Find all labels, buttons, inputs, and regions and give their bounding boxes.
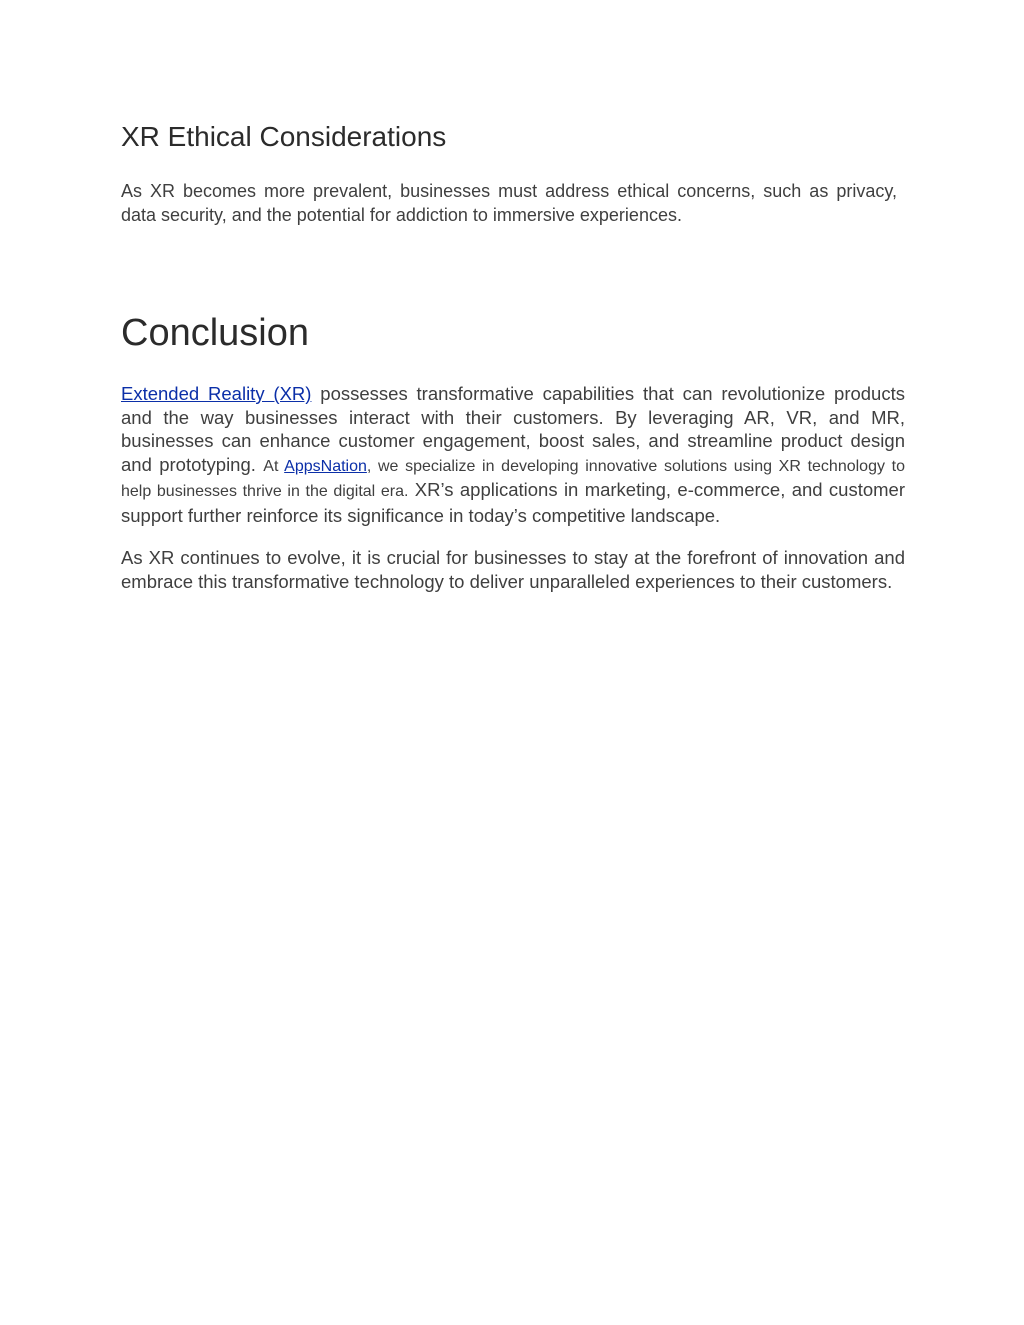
appsnation-link[interactable]: AppsNation bbox=[284, 457, 367, 475]
conclusion-text-1: possesses transformative capabilities that can revolutionize products and the way businesses interact with their customers. By leveraging AR, VR, and MR, businesses can enhance customer engagement, boost sales, and streamline product design and prototyping. bbox=[121, 383, 905, 475]
extended-reality-link[interactable]: Extended Reality (XR) bbox=[121, 383, 312, 404]
conclusion-paragraph bbox=[121, 382, 905, 527]
conclusion-heading: Conclusion bbox=[121, 312, 309, 354]
closing-paragraph: As XR continues to evolve, it is crucial for businesses to stay at the forefront of innovation and embrace this transformative technology to deliver unparalleled experiences to their customers. bbox=[121, 547, 905, 592]
conclusion-text-4: XR’s applications in marketing, e-commerce, and customer support further reinforce its significance in today’s competitive landscape. bbox=[121, 479, 905, 526]
conclusion-text-2: At bbox=[263, 457, 285, 475]
ethics-heading: XR Ethical Considerations bbox=[121, 121, 447, 152]
ethics-paragraph: As XR becomes more prevalent, businesses must address ethical concerns, such as privacy, data security, and the potential for addiction to immersive experiences. bbox=[121, 181, 897, 225]
conclusion-text-3: , we specialize in developing innovative solutions using XR technology to help businesses thrive in the digital era. bbox=[121, 457, 905, 500]
